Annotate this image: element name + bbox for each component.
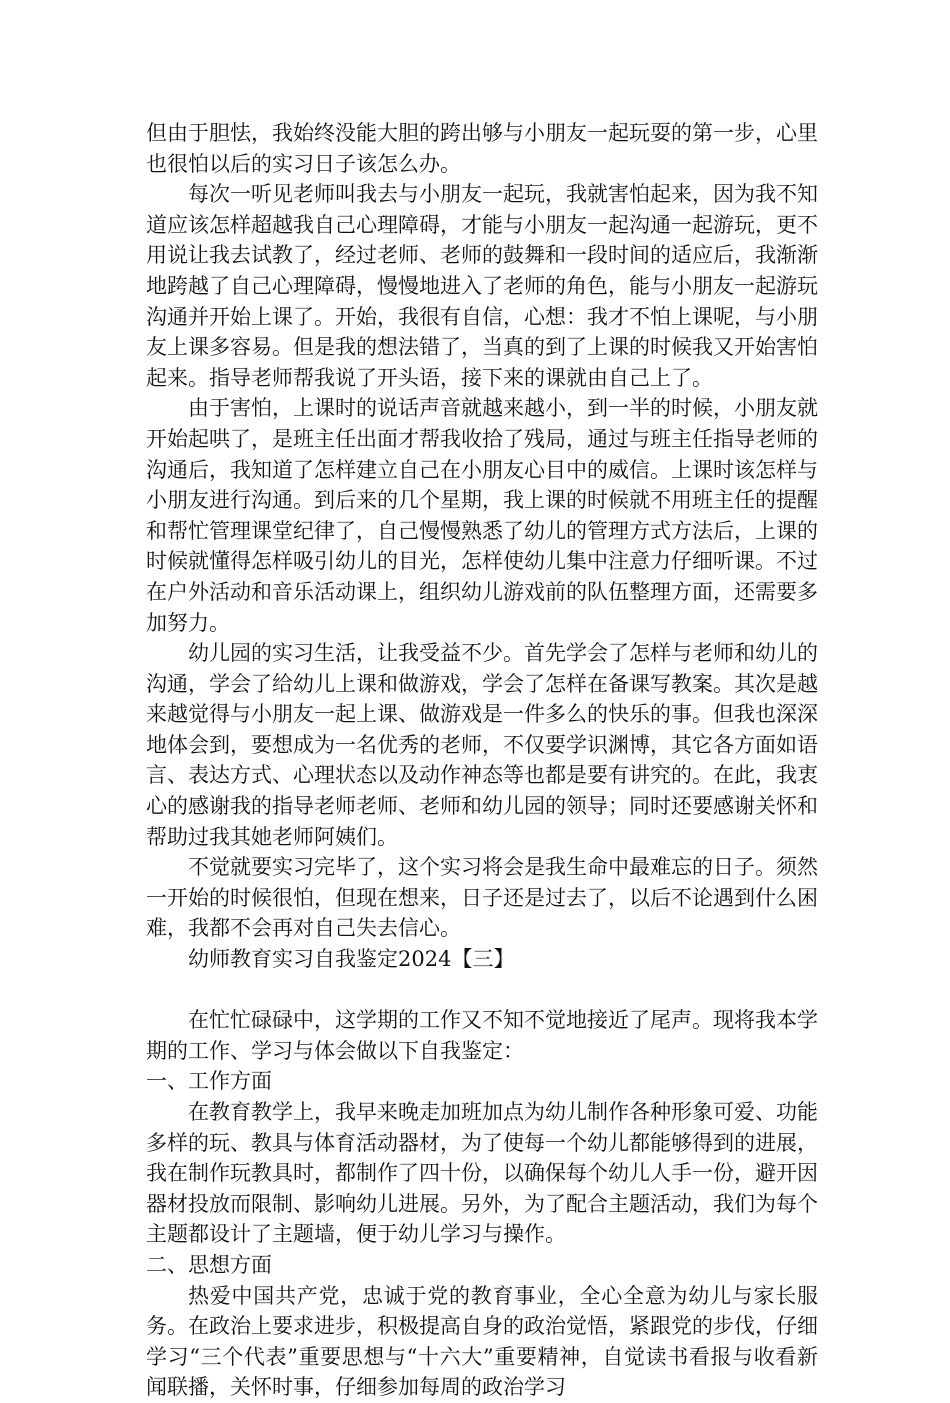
section-title: 幼师教育实习自我鉴定2024【三】 xyxy=(188,947,515,972)
paragraph: 在教育教学上，我早来晚走加班加点为幼儿制作各种形象可爱、功能多样的玩、教具与体育活动器材，为了使每一个幼儿都能够得到的进展，我在制作玩教具时，都制作了四十份，以确保每个幼儿人手一份，避开因器材投放而限制、影响幼儿进展。另外，为了配合主题活动，我们为每个主题都设计了主题墙，便于幼儿学习与操作。 xyxy=(146,1100,818,1247)
paragraph: 热爱中国共产党，忠诚于党的教育事业，全心全意为幼儿与家长服务。在政治上要求进步，积极提高自身的政治觉悟，紧跟党的步伐，仔细学习“三个代表”重要思想与“十六大”重要精神，自觉读书看报与收看新闻联播，关怀时事，仔细参加每周的政治学习 xyxy=(146,1283,818,1400)
subheading-thought: 二、思想方面 xyxy=(146,1252,272,1277)
paragraph: 由于害怕，上课时的说话声音就越来越小，到一半的时候，小朋友就开始起哄了，是班主任出面才帮我收拾了残局，通过与班主任指导老师的沟通后，我知道了怎样建立自己在小朋友心目中的威信。上课时该怎样与小朋友进行沟通。到后来的几个星期，我上课的时候就不用班主任的提醒和帮忙管理课堂纪律了，自己慢慢熟悉了幼儿的管理方式方法后，上课的时候就懂得怎样吸引幼儿的目光，怎样使幼儿集中注意力仔细听课。不过在户外活动和音乐活动课上，组织幼儿游戏前的队伍整理方面，还需要多加努力。 xyxy=(146,396,818,635)
blank-line xyxy=(146,975,818,1006)
paragraph: 在忙忙碌碌中，这学期的工作又不知不觉地接近了尾声。现将我本学期的工作、学习与体会做以下自我鉴定： xyxy=(146,1008,818,1063)
paragraph: 不觉就要实习完毕了，这个实习将会是我生命中最难忘的日子。须然一开始的时候很怕，但现在想来，日子还是过去了，以后不论遇到什么困难，我都不会再对自己失去信心。 xyxy=(146,855,818,941)
paragraph-continuation: 但由于胆怯，我始终没能大胆的跨出够与小朋友一起玩耍的第一步，心里也很怕以后的实习日子该怎么办。 xyxy=(146,121,818,176)
subheading-work: 一、工作方面 xyxy=(146,1069,272,1094)
paragraph: 每次一听见老师叫我去与小朋友一起玩，我就害怕起来，因为我不知道应该怎样超越我自己心理障碍，才能与小朋友一起沟通一起游玩，更不用说让我去试教了，经过老师、老师的鼓舞和一段时间的适应后，我渐渐地跨越了自己心理障碍，慢慢地进入了老师的角色，能与小朋友一起游玩沟通并开始上课了。开始，我很有自信，心想：我才不怕上课呢，与小朋友上课多容易。但是我的想法错了，当真的到了上课的时候我又开始害怕起来。指导老师帮我说了开头语，接下来的课就由自己上了。 xyxy=(146,182,818,390)
document-body xyxy=(146,118,818,1403)
paragraph: 幼儿园的实习生活，让我受益不少。首先学会了怎样与老师和幼儿的沟通，学会了给幼儿上课和做游戏，学会了怎样在备课写教案。其次是越来越觉得与小朋友一起上课、做游戏是一件多么的快乐的事。但我也深深地体会到，要想成为一名优秀的老师，不仅要学识渊博，其它各方面如语言、表达方式、心理状态以及动作神态等也都是要有讲究的。在此，我衷心的感谢我的指导老师老师、老师和幼儿园的领导；同时还要感谢关怀和帮助过我其她老师阿姨们。 xyxy=(146,641,818,849)
